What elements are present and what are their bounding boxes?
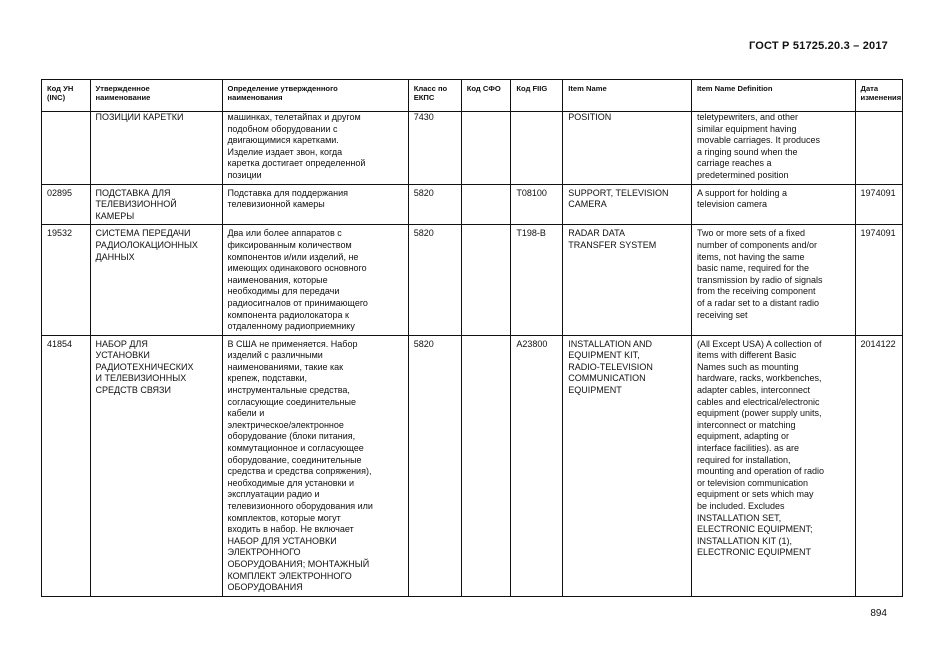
cell-sfo [461,335,511,596]
column-header-inc: Код УН (INC) [42,80,91,112]
cell-inc: 19532 [42,225,91,335]
cell-fiig: T08100 [511,184,563,225]
column-header-item-name: Item Name [563,80,692,112]
nomenclature-table [41,79,903,597]
cell-sfo [461,184,511,225]
cell-definition: машинках, телетайпах и другом подобном оборудовании с двигающимися каретками. Изделие издает звон, когда каретка достигает определенной позиции [222,112,408,185]
cell-fiig [511,112,563,185]
cell-item-name: INSTALLATION AND EQUIPMENT KIT, RADIO-TELEVISION COMMUNICATION EQUIPMENT [563,335,692,596]
cell-approved-name: ПОДСТАВКА ДЛЯ ТЕЛЕВИЗИОННОЙ КАМЕРЫ [90,184,222,225]
table-row [42,112,903,185]
cell-item-name: POSITION [563,112,692,185]
document-header: ГОСТ Р 51725.20.3 – 2017 [748,40,888,52]
cell-definition: Подставка для поддержания телевизионной камеры [222,184,408,225]
cell-date [855,112,902,185]
cell-item-definition: Two or more sets of a fixed number of components and/or items, not having the same basic name, required for the transmission by radio of signals from the receiving component of a radar set to a distant radio receiving set [691,225,855,335]
cell-fiig: T198-B [511,225,563,335]
page-number: 894 [870,608,887,619]
column-header-approved-name: Утвержденное наименование [90,80,222,112]
cell-sfo [461,112,511,185]
cell-approved-name: СИСТЕМА ПЕРЕДАЧИ РАДИОЛОКАЦИОННЫХ ДАННЫХ [90,225,222,335]
cell-class: 5820 [408,225,461,335]
cell-fiig: A23800 [511,335,563,596]
cell-date: 2014122 [855,335,902,596]
cell-item-definition: A support for holding a television camera [691,184,855,225]
cell-item-definition: teletypewriters, and other similar equipment having movable carriages. It produces a ringing sound when the carriage reaches a predetermined position [691,112,855,185]
cell-inc: 02895 [42,184,91,225]
cell-definition: В США не применяется. Набор изделий с различными наименованиями, такие как крепеж, подставки, инструментальные средства, согласующие соединительные кабели и электрическое/электронное оборудование (блоки питания, коммутационное и согласующее оборудование, соединительные средства и средства сопряжения), необходимые для установки и эксплуатации радио и телевизионного оборудования или комплектов, которые могут входить в набор. Не включает НАБОР ДЛЯ УСТАНОВКИ ЭЛЕКТРОННОГО ОБОРУДОВАНИЯ; МОНТАЖНЫЙ КОМПЛЕКТ ЭЛЕКТРОННОГО ОБОРУДОВАНИЯ [222,335,408,596]
cell-sfo [461,225,511,335]
cell-inc: 41854 [42,335,91,596]
table-row [42,225,903,335]
cell-approved-name: НАБОР ДЛЯ УСТАНОВКИ РАДИОТЕХНИЧЕСКИХ И ТЕЛЕВИЗИОННЫХ СРЕДСТВ СВЯЗИ [90,335,222,596]
table-row [42,335,903,596]
cell-date: 1974091 [855,225,902,335]
cell-approved-name: ПОЗИЦИИ КАРЕТКИ [90,112,222,185]
cell-date: 1974091 [855,184,902,225]
table-row [42,184,903,225]
column-header-class: Класс по ЕКПС [408,80,461,112]
column-header-date: Дата изменения [855,80,902,112]
table-header-row [42,80,903,112]
cell-inc [42,112,91,185]
cell-item-definition: (All Except USA) A collection of items with different Basic Names such as mounting hardware, racks, workbenches, adapter cables, interconnect cables and electrical/electronic equipment (power supply units, interconnect or matching equipment, adapting or interface facilities). as are required for installation, mounting and operation of radio or television communication equipment or sets which may be included. Excludes INSTALLATION SET, ELECTRONIC EQUIPMENT; INSTALLATION KIT (1), ELECTRONIC EQUIPMENT [691,335,855,596]
cell-class: 5820 [408,184,461,225]
column-header-sfo: Код СФО [461,80,511,112]
column-header-fiig: Код FIIG [511,80,563,112]
column-header-definition: Определение утвержденного наименования [222,80,408,112]
cell-item-name: RADAR DATA TRANSFER SYSTEM [563,225,692,335]
cell-item-name: SUPPORT, TELEVISION CAMERA [563,184,692,225]
cell-definition: Два или более аппаратов с фиксированным количеством компонентов и/или изделий, не имеющих одинакового основного наименования, которые необходимы для передачи радиосигналов от принимающего компонента радиолокатора к отдаленному радиоприемнику [222,225,408,335]
cell-class: 5820 [408,335,461,596]
cell-class: 7430 [408,112,461,185]
column-header-item-definition: Item Name Definition [691,80,855,112]
